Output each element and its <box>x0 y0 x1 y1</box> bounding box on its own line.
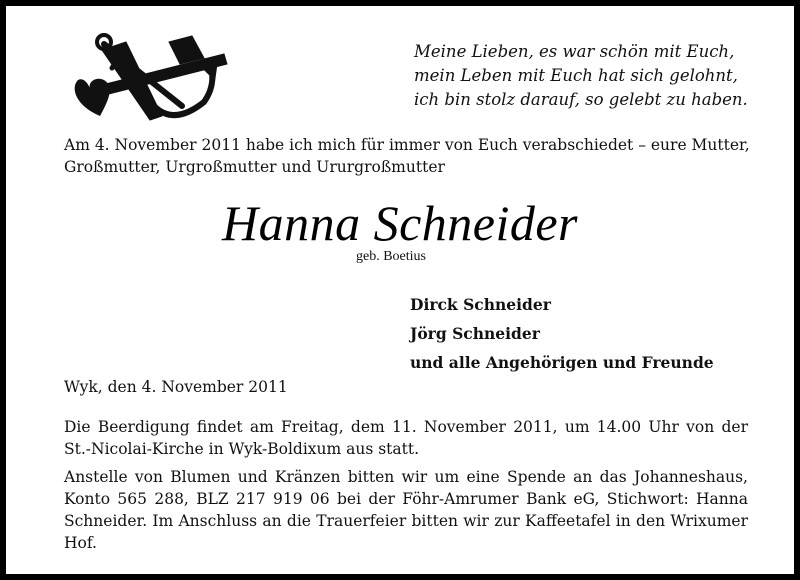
funeral-info: Die Beerdigung findet am Freitag, dem 11. November 2011, um 14.00 Uhr von der St.-Nicolai-Kirche in Wyk-Boldixum aus statt. <box>64 418 748 458</box>
mourner: und alle Angehörigen und Freunde <box>410 353 714 372</box>
mourner: Jörg Schneider <box>410 324 540 343</box>
deceased-name: Hanna Schneider <box>221 195 579 251</box>
mourner: Dirck Schneider <box>410 295 551 314</box>
obituary-card <box>6 6 794 574</box>
poem-line: mein Leben mit Euch hat sich gelohnt, <box>414 66 738 85</box>
faith-hope-love-icon <box>64 28 234 128</box>
details <box>64 416 748 560</box>
maiden-name: geb. Boetius <box>356 249 426 264</box>
intro-text: Am 4. November 2011 habe ich mich für immer von Euch verabschiedet – eure Mutter, Großmutter, Urgroßmutter und Ururgroßmutter <box>64 136 750 176</box>
poem <box>414 40 748 112</box>
poem-line: Meine Lieben, es war schön mit Euch, <box>414 42 735 61</box>
poem-line: ich bin stolz darauf, so gelebt zu haben. <box>414 90 748 109</box>
donation-info: Anstelle von Blumen und Kränzen bitten wir um eine Spende an das Johanneshaus, Konto 565 288, BLZ 217 919 06 bei der Föhr-Amrumer Bank eG, Stichwort: Hanna Schneider. Im Anschluss an die Trauerfeier bitten wir zur Kaffeetafel in den Wrixumer Hof. <box>64 468 748 552</box>
place-date: Wyk, den 4. November 2011 <box>64 378 288 396</box>
mourners-list <box>410 290 714 377</box>
